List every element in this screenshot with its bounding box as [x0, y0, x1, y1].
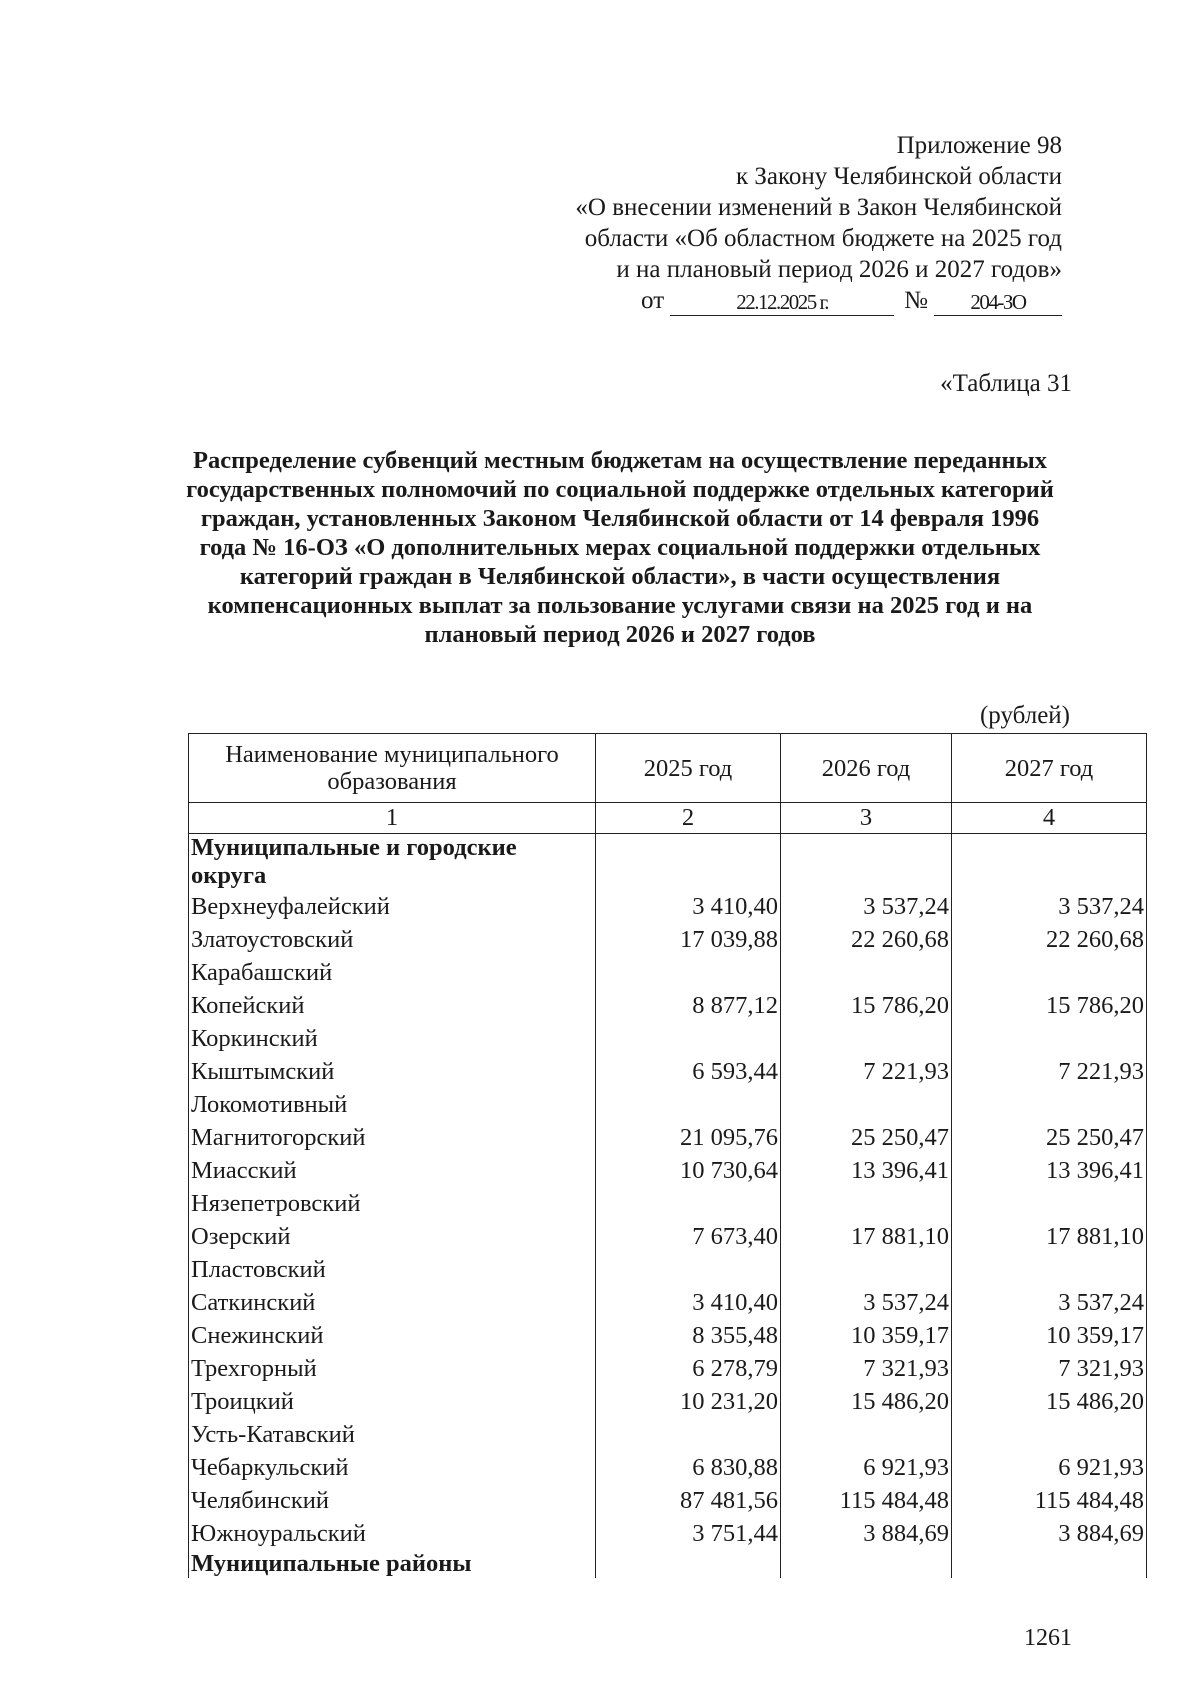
value-2025: [596, 1253, 781, 1286]
municipality-name: Муниципальные и городские округа: [189, 834, 596, 891]
municipality-name: Чебаркульский: [189, 1451, 596, 1484]
document-title: Распределение субвенций местным бюджетам на осуществление переданных государственных полномочий по социальной поддержке отдельных категорий граждан, установленных Законом Челябинской области от 14 февраля 1996 года № 16-ОЗ «О дополнительных мерах социальной поддержки отдельных категорий граждан в Челябинской области», в части осуществления компенсационных выплат за пользование услугами связи на 2025 год и на плановый период 2026 и 2027 годов: [186, 447, 1054, 648]
page-number: 1261: [1024, 1625, 1072, 1651]
value-2027: 25 250,47: [952, 1121, 1147, 1154]
table-row: [189, 1088, 1147, 1121]
value-2027: [952, 1550, 1147, 1578]
value-2026: 15 486,20: [781, 1385, 952, 1418]
value-2025: [596, 1550, 781, 1578]
table-label: «Таблица 31: [940, 370, 1072, 397]
number-field: 204-ЗО: [934, 289, 1062, 316]
value-2027: [952, 956, 1147, 989]
value-2025: 6 593,44: [596, 1055, 781, 1088]
value-2026: [781, 1253, 952, 1286]
table-section-row: [189, 1550, 1147, 1578]
table-section-row: [189, 834, 1147, 891]
value-2025: [596, 956, 781, 989]
municipality-name: Локомотивный: [189, 1088, 596, 1121]
value-2027: 17 881,10: [952, 1220, 1147, 1253]
value-2025: [596, 1088, 781, 1121]
value-2025: 3 751,44: [596, 1517, 781, 1550]
municipality-name: Южноуральский: [189, 1517, 596, 1550]
value-2027: 3 537,24: [952, 890, 1147, 923]
value-2025: 6 278,79: [596, 1352, 781, 1385]
column-header: 2026 год: [781, 734, 952, 803]
date-field: 22.12.2025 г.: [670, 289, 894, 316]
municipality-name: Кыштымский: [189, 1055, 596, 1088]
value-2025: 3 410,40: [596, 1286, 781, 1319]
table-row: [189, 1319, 1147, 1352]
value-2027: 3 537,24: [952, 1286, 1147, 1319]
value-2025: 7 673,40: [596, 1220, 781, 1253]
appendix-label: Приложение 98: [896, 132, 1062, 159]
value-2025: 10 730,64: [596, 1154, 781, 1187]
document-header: [575, 130, 1062, 316]
value-2025: 10 231,20: [596, 1385, 781, 1418]
column-header: 2027 год: [952, 734, 1147, 803]
table-row: [189, 1187, 1147, 1220]
law-reference-line: «О внесении изменений в Закон Челябинской: [575, 194, 1062, 221]
value-2027: 15 486,20: [952, 1385, 1147, 1418]
column-header: 2025 год: [596, 734, 781, 803]
municipality-name: Карабашский: [189, 956, 596, 989]
value-2026: 3 537,24: [781, 890, 952, 923]
units-label: (рублей): [979, 702, 1070, 729]
value-2025: 8 355,48: [596, 1319, 781, 1352]
value-2025: 8 877,12: [596, 989, 781, 1022]
table-row: [189, 1286, 1147, 1319]
municipality-name: Златоустовский: [189, 923, 596, 956]
municipality-name: Троицкий: [189, 1385, 596, 1418]
value-2025: 3 410,40: [596, 890, 781, 923]
value-2027: [952, 1187, 1147, 1220]
municipality-name: Миасский: [189, 1154, 596, 1187]
table-row: [189, 1154, 1147, 1187]
value-2026: 3 884,69: [781, 1517, 952, 1550]
table-row: [189, 1220, 1147, 1253]
table-row: [189, 1121, 1147, 1154]
value-2025: [596, 1022, 781, 1055]
table-row: [189, 1517, 1147, 1550]
table-row: [189, 1352, 1147, 1385]
value-2027: 3 884,69: [952, 1517, 1147, 1550]
column-number: 2: [596, 803, 781, 834]
table-row: [189, 1418, 1147, 1451]
value-2027: 7 221,93: [952, 1055, 1147, 1088]
date-number-line: [575, 285, 1062, 316]
municipality-name: Коркинский: [189, 1022, 596, 1055]
value-2026: 22 260,68: [781, 923, 952, 956]
law-reference-line: и на плановый период 2026 и 2027 годов»: [616, 256, 1062, 283]
table-row: [189, 1253, 1147, 1286]
value-2027: [952, 834, 1147, 891]
table-row: [189, 1022, 1147, 1055]
value-2025: 87 481,56: [596, 1484, 781, 1517]
value-2027: [952, 1088, 1147, 1121]
value-2027: 13 396,41: [952, 1154, 1147, 1187]
value-2027: 10 359,17: [952, 1319, 1147, 1352]
value-2026: [781, 1550, 952, 1578]
column-number-row: [189, 803, 1147, 834]
table-row: [189, 956, 1147, 989]
column-number: 4: [952, 803, 1147, 834]
municipality-name: Саткинский: [189, 1286, 596, 1319]
value-2025: [596, 834, 781, 891]
from-label: от: [641, 287, 665, 314]
value-2027: [952, 1022, 1147, 1055]
value-2027: 6 921,93: [952, 1451, 1147, 1484]
column-header: Наименование муниципального образования: [189, 734, 596, 803]
table-row: [189, 923, 1147, 956]
table-row: [189, 1385, 1147, 1418]
value-2027: 15 786,20: [952, 989, 1147, 1022]
municipality-name: Озерский: [189, 1220, 596, 1253]
municipality-name: Пластовский: [189, 1253, 596, 1286]
table-row: [189, 1055, 1147, 1088]
value-2025: [596, 1418, 781, 1451]
municipality-name: Верхнеуфалейский: [189, 890, 596, 923]
value-2026: 3 537,24: [781, 1286, 952, 1319]
value-2025: 6 830,88: [596, 1451, 781, 1484]
value-2026: 10 359,17: [781, 1319, 952, 1352]
value-2026: [781, 1088, 952, 1121]
value-2026: [781, 1418, 952, 1451]
number-label: №: [904, 287, 928, 314]
value-2026: 13 396,41: [781, 1154, 952, 1187]
value-2027: 115 484,48: [952, 1484, 1147, 1517]
value-2027: [952, 1418, 1147, 1451]
municipality-name: Трехгорный: [189, 1352, 596, 1385]
table-row: [189, 989, 1147, 1022]
value-2026: [781, 1022, 952, 1055]
value-2026: 17 881,10: [781, 1220, 952, 1253]
table-body: [189, 834, 1147, 1579]
value-2025: [596, 1187, 781, 1220]
value-2025: 17 039,88: [596, 923, 781, 956]
table-row: [189, 1484, 1147, 1517]
value-2026: [781, 834, 952, 891]
value-2026: 15 786,20: [781, 989, 952, 1022]
municipality-name: Муниципальные районы: [189, 1550, 596, 1578]
value-2026: 115 484,48: [781, 1484, 952, 1517]
table-row: [189, 1451, 1147, 1484]
municipality-name: Магнитогорский: [189, 1121, 596, 1154]
value-2027: [952, 1253, 1147, 1286]
municipality-name: Челябинский: [189, 1484, 596, 1517]
value-2025: 21 095,76: [596, 1121, 781, 1154]
law-reference-line: к Закону Челябинской области: [736, 163, 1062, 190]
municipality-name: Нязепетровский: [189, 1187, 596, 1220]
municipality-name: Копейский: [189, 989, 596, 1022]
law-reference-line: области «Об областном бюджете на 2025 год: [584, 225, 1062, 252]
value-2026: 7 321,93: [781, 1352, 952, 1385]
subvention-table: [188, 733, 1147, 1578]
value-2027: 7 321,93: [952, 1352, 1147, 1385]
value-2026: 7 221,93: [781, 1055, 952, 1088]
table-header-row: [189, 734, 1147, 803]
table-row: [189, 890, 1147, 923]
column-number: 1: [189, 803, 596, 834]
municipality-name: Усть-Катавский: [189, 1418, 596, 1451]
value-2026: [781, 956, 952, 989]
column-number: 3: [781, 803, 952, 834]
value-2026: [781, 1187, 952, 1220]
municipality-name: Снежинский: [189, 1319, 596, 1352]
value-2027: 22 260,68: [952, 923, 1147, 956]
value-2026: 25 250,47: [781, 1121, 952, 1154]
value-2026: 6 921,93: [781, 1451, 952, 1484]
